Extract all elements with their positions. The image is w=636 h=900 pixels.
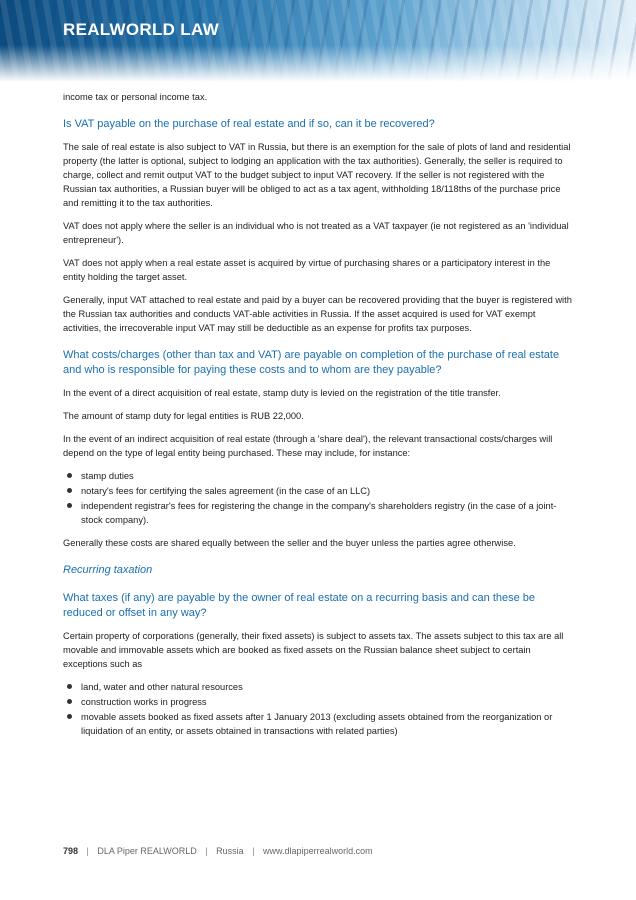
- country-name: Russia: [216, 846, 244, 856]
- paragraph: Generally these costs are shared equally between the seller and the buyer unless the parties agree otherwise.: [63, 538, 516, 548]
- bullet-list-exceptions: [63, 680, 575, 738]
- brand-title: REALWORLD LAW: [63, 20, 219, 39]
- intro-fragment: income tax or personal income tax.: [63, 92, 208, 102]
- separator: |: [86, 846, 89, 856]
- section-heading-costs: What costs/charges (other than tax and VAT) are payable on completion of the purchase of real estate and who is responsible for paying these costs and to whom are they payable?: [63, 349, 560, 376]
- separator: |: [205, 846, 208, 856]
- list-item: independent registrar's fees for registering the change in the company's shareholders registry (in the case of a joint-stock company).: [63, 499, 575, 527]
- bullet-icon: [67, 488, 72, 493]
- page-number: 798: [63, 846, 79, 856]
- section-heading-vat: Is VAT payable on the purchase of real estate and if so, can it be recovered?: [63, 118, 435, 130]
- bullet-icon: [67, 714, 72, 719]
- bullet-icon: [67, 473, 72, 478]
- document-body: [63, 90, 575, 747]
- header-banner: [0, 0, 636, 82]
- paragraph: The amount of stamp duty for legal entities is RUB 22,000.: [63, 411, 304, 421]
- bullet-list-costs: [63, 469, 575, 527]
- paragraph: VAT does not apply when a real estate asset is acquired by virtue of purchasing shares or a participatory interest in the entity holding the target asset.: [63, 258, 551, 282]
- list-item: construction works in progress: [63, 695, 575, 709]
- bullet-icon: [67, 684, 72, 689]
- list-item: notary's fees for certifying the sales agreement (in the case of an LLC): [63, 484, 575, 498]
- paragraph: Generally, input VAT attached to real estate and paid by a buyer can be recovered providing that the buyer is registered with the Russian tax authorities and conducts VAT-able activities in Russia. If the asset acquired is used for VAT exempt activities, the irrecoverable input VAT may still be deductible as an expense for profits tax purposes.: [63, 295, 572, 333]
- list-item: stamp duties: [63, 469, 575, 483]
- paragraph: In the event of an indirect acquisition of real estate (through a 'share deal'), the relevant transactional costs/charges will depend on the type of legal entity being purchased. These may include, for instance:: [63, 434, 553, 458]
- paragraph: In the event of a direct acquisition of real estate, stamp duty is levied on the registration of the title transfer.: [63, 388, 501, 398]
- page-footer: [63, 846, 373, 856]
- bullet-icon: [67, 699, 72, 704]
- publication-name: DLA Piper REALWORLD: [97, 846, 197, 856]
- section-heading-recurring: What taxes (if any) are payable by the owner of real estate on a recurring basis and can these be reduced or offset in any way?: [63, 592, 536, 619]
- paragraph: VAT does not apply where the seller is an individual who is not treated as a VAT taxpayer (ie not registered as an 'individual entrepreneur').: [63, 221, 569, 245]
- bullet-icon: [67, 503, 72, 508]
- list-item: movable assets booked as fixed assets after 1 January 2013 (excluding assets obtained from the reorganization or liquidation of an entity, or assets obtained in transactions with related parties): [63, 710, 575, 738]
- list-item: land, water and other natural resources: [63, 680, 575, 694]
- separator: |: [252, 846, 255, 856]
- subsection-title: Recurring taxation: [63, 564, 153, 576]
- paragraph: Certain property of corporations (generally, their fixed assets) is subject to assets tax. The assets subject to this tax are all movable and immovable assets which are booked as fixed assets on the Russian balance sheet subject to certain exceptions such as: [63, 631, 564, 669]
- paragraph: The sale of real estate is also subject to VAT in Russia, but there is an exemption for the sale of plots of land and residential property (the latter is optional, subject to lodging an application with the tax authorities). Generally, the seller is required to charge, collect and remit output VAT to the budget subject to input VAT recovery. If the seller is not registered with the Russian tax authorities, a Russian buyer will be obliged to act as a tax agent, withholding 18/118ths of the purchase price and remitting it to the tax authorities.: [63, 142, 571, 208]
- website-link[interactable]: www.dlapiperrealworld.com: [263, 846, 373, 856]
